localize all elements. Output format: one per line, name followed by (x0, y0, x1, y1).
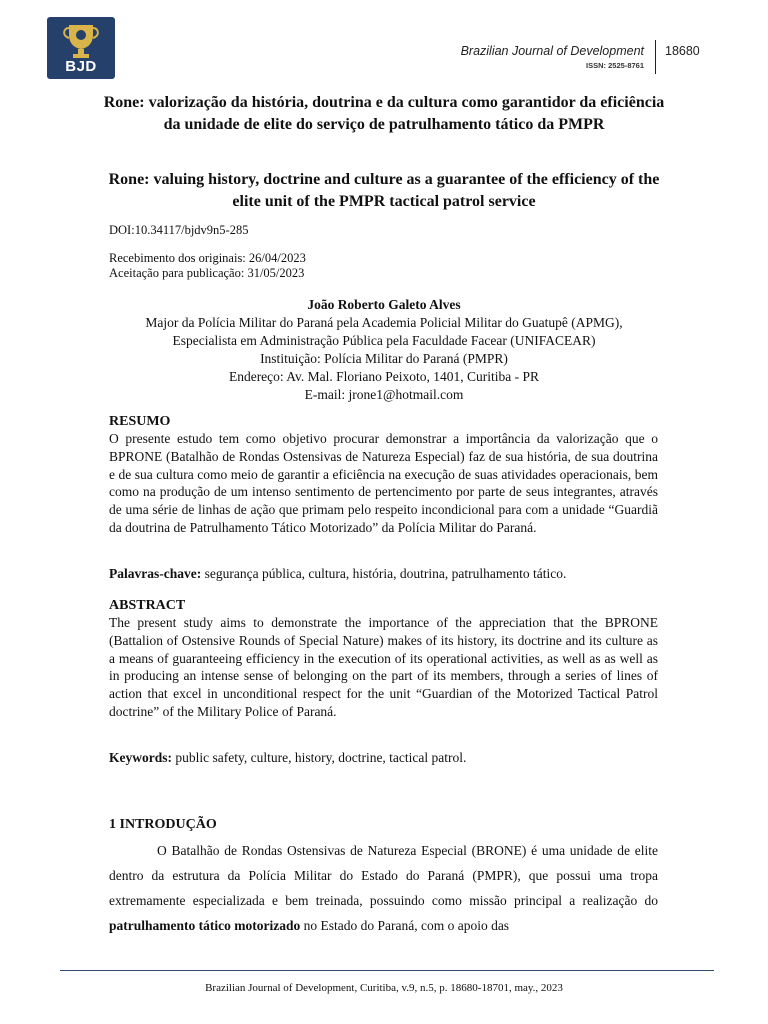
footer-citation: Brazilian Journal of Development, Curitiba, v.9, n.5, p. 18680-18701, may., 2023 (205, 982, 563, 994)
author-institution: Instituição: Polícia Militar do Paraná (PMPR) (260, 351, 508, 366)
author-affiliation-2: Especialista em Administração Pública pela Faculdade Facear (UNIFACEAR) (172, 333, 596, 348)
author-address: Endereço: Av. Mal. Floriano Peixoto, 1401, Curitiba - PR (228, 369, 540, 384)
header-divider (655, 40, 656, 74)
author-affiliation-1: Major da Polícia Militar do Paraná pela Academia Policial Militar do Guatupê (APMG), (145, 315, 623, 330)
resumo-text: O presente estudo tem como objetivo procurar demonstrar a importância da valorização que o BPRONE (Batalhão de Rondas Ostensivas de Natureza Especial) faz de sua história, de sua doutrina e de sua cultura como meio de garantir a eficiência na execução de suas atividades operacionais, bem como na produção de um intenso sentimento de pertencimento por parte de seus integrantes, através de uma série de linhas de ação que primam pelo respeito incondicional para com a unidade “Guardiã da doutrina de Patrulhamento Tático Motorizado” da Polícia Militar do Paraná. (109, 431, 658, 535)
received-date: Recebimento dos originais: 26/04/2023 (109, 251, 306, 265)
title-english: Rone: valuing history, doctrine and culture as a guarantee of the efficiency of the elite unit of the PMPR tactical patrol service (108, 171, 660, 210)
intro-text-end: no Estado do Paraná, com o apoio das (300, 918, 510, 933)
palavras-chave-label: Palavras-chave: (109, 566, 202, 581)
logo-text: BJD (65, 58, 97, 75)
footer-divider (60, 970, 714, 971)
issn: ISSN: 2525-8761 (586, 61, 644, 70)
page-number: 18680 (665, 44, 700, 58)
palavras-chave-text: segurança pública, cultura, história, doutrina, patrulhamento tático. (201, 566, 567, 581)
resumo-heading: RESUMO (109, 414, 171, 429)
author-block (96, 296, 672, 404)
author-name: João Roberto Galeto Alves (307, 297, 461, 312)
journal-logo (47, 17, 115, 79)
intro-text (109, 838, 658, 938)
abstract-text: The present study aims to demonstrate the importance of the appreciation that the BPRONE (Battalion of Ostensive Rounds of Special Nature) makes of its history, its doctrine and its culture as a means of guaranteeing efficiency in the execution of its operational activities, as well as as well as in producing an intense sense of belonging on the part of its members, through a series of lines of action that excel in unconditional respect for the unit “Guardian of the Motorized Tactical Patrol doctrine” of the Military Police of Paraná. (109, 615, 658, 719)
abstract-heading: ABSTRACT (109, 598, 186, 613)
keywords (109, 750, 466, 766)
title-portuguese: Rone: valorização da história, doutrina e da cultura como garantidor da eficiência da unidade de elite do serviço de patrulhamento tático da PMPR (103, 94, 665, 133)
author-email: E-mail: jrone1@hotmail.com (304, 387, 464, 402)
intro-heading: 1 INTRODUÇÃO (109, 817, 217, 832)
intro-text-start: O Batalhão de Rondas Ostensivas de Natureza Especial (BRONE) é uma unidade de elite dentro da estrutura da Polícia Militar do Estado do Paraná (PMPR), que possui uma tropa extremamente especializada e bem treinada, possuindo como missão principal a realização do (109, 843, 658, 908)
keywords-label: Keywords: (109, 750, 172, 765)
accepted-date: Aceitação para publicação: 31/05/2023 (109, 266, 305, 280)
intro-text-bold: patrulhamento tático motorizado (109, 918, 301, 933)
doi: DOI:10.34117/bjdv9n5-285 (109, 223, 249, 237)
keywords-text: public safety, culture, history, doctrine, tactical patrol. (172, 750, 467, 765)
journal-name: Brazilian Journal of Development (460, 44, 644, 58)
palavras-chave (109, 566, 566, 582)
